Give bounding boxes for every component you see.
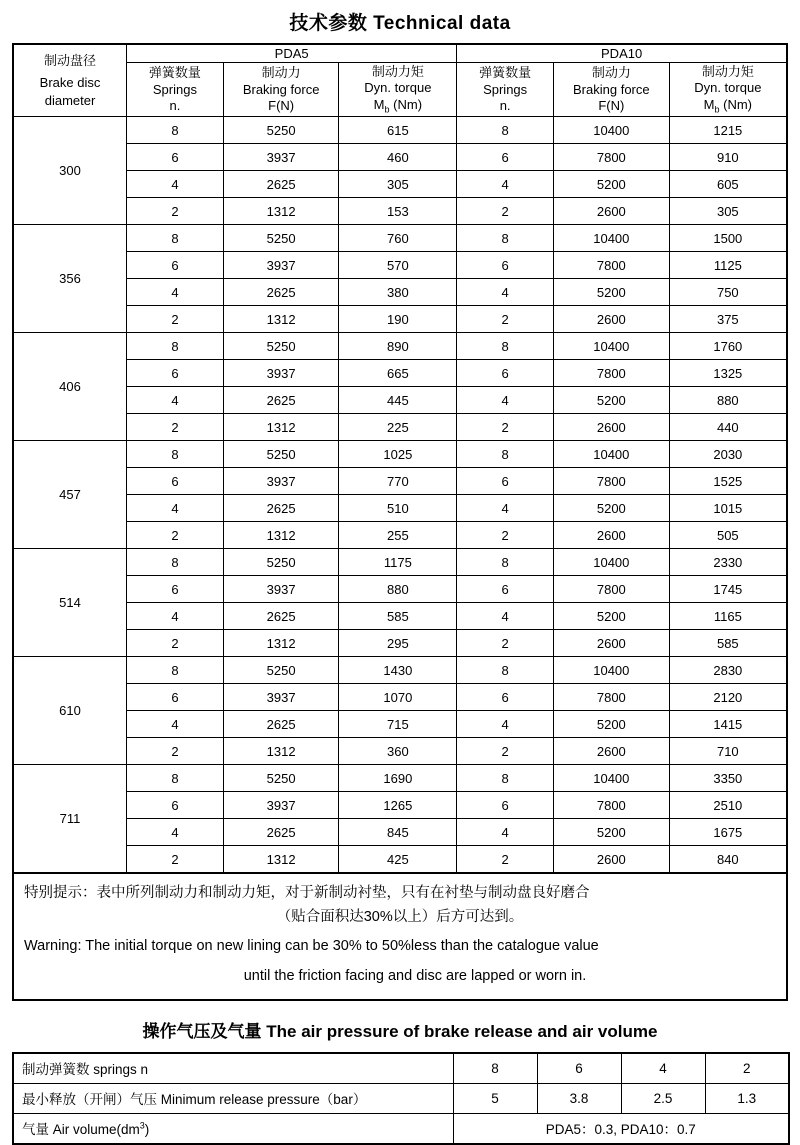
cell-force-pda10: 5200: [553, 819, 669, 846]
cell-force-pda5: 1312: [223, 306, 339, 333]
cell-torque-pda10: 1325: [669, 360, 787, 387]
cell-torque-pda10: 1745: [669, 576, 787, 603]
cell-torque-pda5: 1430: [339, 657, 457, 684]
diam-header-line-1: 制动盘径: [44, 52, 97, 68]
cell-springs-pda10: 6: [457, 576, 554, 603]
cell-springs-pda5: 4: [127, 279, 224, 306]
page-title: 技术参数 Technical data: [289, 13, 511, 34]
cell-springs-pda10: 4: [457, 603, 554, 630]
subheader-line-cn: 制动力矩: [371, 64, 424, 79]
subheader-line-unit: F(N): [268, 97, 295, 113]
cell-pressure-6: 3.8: [537, 1083, 621, 1113]
cell-force-pda10: 10400: [553, 441, 669, 468]
cell-torque-pda5: 585: [339, 603, 457, 630]
subheader-dyn-torque-pda10: [669, 63, 787, 117]
table-row: [13, 387, 787, 414]
cell-springs-pda10: 2: [457, 846, 554, 874]
cell-springs-pda10: 4: [457, 711, 554, 738]
cell-force-pda5: 1312: [223, 198, 339, 225]
table-row: [13, 171, 787, 198]
cell-force-pda5: 5250: [223, 549, 339, 576]
cell-force-pda5: 3937: [223, 144, 339, 171]
cell-torque-pda5: 295: [339, 630, 457, 657]
cell-springs-pda10: 4: [457, 495, 554, 522]
subheader-springs-pda5: [127, 63, 224, 117]
table-row: [13, 117, 787, 144]
subheader-line-en: Braking force: [573, 81, 650, 97]
cell-force-pda10: 10400: [553, 333, 669, 360]
table-row: [13, 252, 787, 279]
cell-springs-pda5: 6: [127, 360, 224, 387]
cell-torque-pda5: 615: [339, 117, 457, 144]
cell-torque-pda5: 255: [339, 522, 457, 549]
cell-torque-pda5: 1265: [339, 792, 457, 819]
cell-force-pda10: 7800: [553, 576, 669, 603]
subheader-line-cn: 制动力: [591, 65, 631, 81]
cell-springs-pda10: 2: [457, 630, 554, 657]
group-header-pda5: PDA5: [127, 44, 457, 63]
cell-springs-pda10: 6: [457, 792, 554, 819]
technical-data-table: [12, 43, 788, 874]
cell-force-pda10: 5200: [553, 711, 669, 738]
cell-force-pda5: 3937: [223, 684, 339, 711]
brake-disc-diameter-header: [13, 44, 127, 117]
cell-torque-pda10: 1215: [669, 117, 787, 144]
cell-springs-pda5: 4: [127, 387, 224, 414]
cell-torque-pda10: 3350: [669, 765, 787, 792]
warning-cn-line-1: 特别提示：表中所列制动力和制动力矩，对于新制动衬垫，只有在衬垫与制动盘良好磨合: [24, 885, 590, 902]
subheader-line-cn: 弹簧数量: [148, 65, 201, 81]
table-row: [13, 495, 787, 522]
cell-torque-pda5: 845: [339, 819, 457, 846]
cell-force-pda10: 10400: [553, 657, 669, 684]
cell-force-pda5: 5250: [223, 657, 339, 684]
subheader-springs-pda10: [457, 63, 554, 117]
cell-springs-pda10: 6: [457, 684, 554, 711]
cell-force-pda5: 1312: [223, 522, 339, 549]
table-row: [13, 711, 787, 738]
cell-torque-pda10: 1760: [669, 333, 787, 360]
table-row: [13, 738, 787, 765]
cell-force-pda5: 1312: [223, 414, 339, 441]
subheader-braking-force-pda5: [223, 63, 339, 117]
cell-force-pda5: 2625: [223, 495, 339, 522]
cell-springs-pda10: 2: [457, 198, 554, 225]
subheader-line-unit: F(N): [598, 97, 625, 113]
cell-force-pda10: 2600: [553, 738, 669, 765]
cell-springs-pda5: 2: [127, 522, 224, 549]
cell-force-pda10: 5200: [553, 279, 669, 306]
label-min-release-pressure: 最小释放（开闸）气压 Minimum release pressure（bar）: [13, 1083, 453, 1113]
cell-springs-pda10: 4: [457, 819, 554, 846]
cell-force-pda10: 2600: [553, 522, 669, 549]
table-row: [13, 603, 787, 630]
cell-springs-pda5: 2: [127, 738, 224, 765]
table-row: [13, 306, 787, 333]
cell-torque-pda10: 710: [669, 738, 787, 765]
cell-torque-pda5: 225: [339, 414, 457, 441]
cell-force-pda10: 2600: [553, 198, 669, 225]
table-row: [13, 846, 787, 874]
cell-springs-pda5: 4: [127, 171, 224, 198]
cell-force-pda5: 3937: [223, 360, 339, 387]
table-row: [13, 225, 787, 252]
cell-force-pda10: 7800: [553, 468, 669, 495]
cell-springs-pda5: 6: [127, 792, 224, 819]
air-pressure-table: [12, 1052, 790, 1145]
cell-springs-4: 4: [621, 1053, 705, 1084]
cell-torque-pda5: 190: [339, 306, 457, 333]
cell-torque-pda10: 1125: [669, 252, 787, 279]
cell-force-pda5: 2625: [223, 819, 339, 846]
cell-springs-pda5: 8: [127, 117, 224, 144]
label-springs-count: 制动弹簧数 springs n: [13, 1053, 453, 1084]
cell-springs-pda5: 2: [127, 198, 224, 225]
cell-torque-pda5: 380: [339, 279, 457, 306]
cell-springs-pda10: 8: [457, 765, 554, 792]
cell-torque-pda5: 445: [339, 387, 457, 414]
cell-force-pda10: 7800: [553, 684, 669, 711]
cell-force-pda10: 2600: [553, 630, 669, 657]
cell-pressure-8: 5: [453, 1083, 537, 1113]
cell-force-pda10: 10400: [553, 765, 669, 792]
subheader-line-cn: 制动力: [261, 65, 301, 81]
cell-springs-2: 2: [705, 1053, 789, 1084]
table-row: [13, 522, 787, 549]
diameter-cell: 356: [13, 225, 127, 333]
cell-force-pda10: 5200: [553, 387, 669, 414]
subheader-line-en: Dyn. torque: [364, 80, 432, 96]
cell-springs-8: 8: [453, 1053, 537, 1084]
table-row: [13, 279, 787, 306]
cell-springs-pda10: 6: [457, 360, 554, 387]
cell-torque-pda10: 375: [669, 306, 787, 333]
diam-header-line-3: diameter: [44, 92, 96, 108]
cell-torque-pda5: 460: [339, 144, 457, 171]
table-row: [13, 630, 787, 657]
cell-torque-pda10: 880: [669, 387, 787, 414]
cell-springs-pda5: 6: [127, 144, 224, 171]
cell-torque-pda10: 1015: [669, 495, 787, 522]
cell-torque-pda10: 1675: [669, 819, 787, 846]
cell-springs-pda5: 8: [127, 549, 224, 576]
table-header-groups: [13, 44, 787, 63]
cell-force-pda5: 3937: [223, 252, 339, 279]
cell-air-volume-values: PDA5：0.3, PDA10：0.7: [453, 1113, 789, 1144]
table-header-subs: [13, 63, 787, 117]
cell-force-pda5: 2625: [223, 171, 339, 198]
subheader-dyn-torque-pda5: [339, 63, 457, 117]
cell-torque-pda5: 760: [339, 225, 457, 252]
cell-springs-pda10: 2: [457, 738, 554, 765]
warning-en-line-1: Warning: The initial torque on new lining can be 30% to 50%less than the catalogue value: [24, 937, 599, 954]
cell-pressure-4: 2.5: [621, 1083, 705, 1113]
cell-torque-pda10: 585: [669, 630, 787, 657]
cell-torque-pda10: 2330: [669, 549, 787, 576]
cell-torque-pda5: 360: [339, 738, 457, 765]
cell-springs-pda5: 6: [127, 252, 224, 279]
table-row: [13, 792, 787, 819]
cell-torque-pda5: 1070: [339, 684, 457, 711]
subheader-line-en: Braking force: [242, 81, 320, 97]
cell-force-pda5: 5250: [223, 441, 339, 468]
table-row: [13, 414, 787, 441]
subheader-line-en: Dyn. torque: [694, 80, 762, 96]
label-air-volume: 气量 Air $volume(dm^3)$: [13, 1113, 453, 1144]
cell-force-pda5: 2625: [223, 279, 339, 306]
cell-force-pda5: 3937: [223, 792, 339, 819]
group-header-pda10: PDA10: [457, 44, 787, 63]
diam-header-line-2: Brake disc: [39, 75, 101, 91]
subheader-line-unit: n.: [169, 97, 181, 113]
cell-torque-pda10: 1525: [669, 468, 787, 495]
cell-force-pda10: 10400: [553, 549, 669, 576]
cell-torque-pda10: 750: [669, 279, 787, 306]
subheader-line-unit: $M_b$ (Nm): [703, 96, 752, 115]
table-row: [13, 657, 787, 684]
cell-force-pda5: 2625: [223, 387, 339, 414]
cell-springs-pda5: 4: [127, 495, 224, 522]
diameter-cell: 514: [13, 549, 127, 657]
cell-torque-pda10: 305: [669, 198, 787, 225]
cell-torque-pda10: 1500: [669, 225, 787, 252]
cell-torque-pda5: 425: [339, 846, 457, 874]
cell-torque-pda5: 880: [339, 576, 457, 603]
cell-springs-pda10: 8: [457, 657, 554, 684]
cell-force-pda5: 1312: [223, 630, 339, 657]
table-row: [13, 441, 787, 468]
cell-torque-pda10: 840: [669, 846, 787, 874]
cell-springs-pda10: 4: [457, 279, 554, 306]
cell-springs-pda10: 8: [457, 225, 554, 252]
cell-springs-pda10: 8: [457, 117, 554, 144]
table-row: [13, 549, 787, 576]
cell-springs-pda5: 8: [127, 225, 224, 252]
cell-force-pda5: 2625: [223, 603, 339, 630]
cell-force-pda10: 7800: [553, 792, 669, 819]
cell-springs-pda10: 2: [457, 522, 554, 549]
cell-springs-pda5: 2: [127, 846, 224, 874]
air-pressure-section-title: 操作气压及气量 The air pressure of brake release and air volume: [142, 1021, 658, 1041]
cell-torque-pda5: 153: [339, 198, 457, 225]
table-row: [13, 1053, 789, 1084]
cell-springs-pda5: 8: [127, 765, 224, 792]
table-row: [13, 576, 787, 603]
cell-force-pda5: 3937: [223, 468, 339, 495]
cell-force-pda10: 2600: [553, 414, 669, 441]
cell-springs-pda5: 4: [127, 603, 224, 630]
cell-force-pda10: 10400: [553, 225, 669, 252]
cell-springs-pda10: 4: [457, 387, 554, 414]
cell-springs-pda5: 2: [127, 414, 224, 441]
cell-springs-pda5: 6: [127, 468, 224, 495]
cell-force-pda5: 2625: [223, 711, 339, 738]
diameter-cell: 610: [13, 657, 127, 765]
warning-en-line-2: until the friction facing and disc are lapped or worn in.: [243, 967, 587, 984]
cell-springs-pda5: 6: [127, 684, 224, 711]
cell-springs-pda10: 6: [457, 144, 554, 171]
cell-springs-pda10: 8: [457, 549, 554, 576]
cell-force-pda5: 5250: [223, 765, 339, 792]
cell-torque-pda5: 1690: [339, 765, 457, 792]
cell-springs-pda10: 2: [457, 306, 554, 333]
cell-force-pda10: 5200: [553, 171, 669, 198]
subheader-line-en: Springs: [152, 81, 197, 97]
cell-torque-pda10: 910: [669, 144, 787, 171]
table-row: [13, 765, 787, 792]
cell-force-pda10: 5200: [553, 603, 669, 630]
subheader-line-unit: $M_b$ (Nm): [373, 96, 423, 115]
cell-springs-pda10: 8: [457, 333, 554, 360]
cell-force-pda5: 1312: [223, 846, 339, 874]
cell-springs-pda5: 4: [127, 819, 224, 846]
cell-force-pda5: 5250: [223, 117, 339, 144]
cell-springs-pda5: 2: [127, 306, 224, 333]
cell-force-pda10: 7800: [553, 144, 669, 171]
subheader-line-cn: 弹簧数量: [479, 65, 532, 81]
cell-torque-pda5: 890: [339, 333, 457, 360]
cell-torque-pda10: 1165: [669, 603, 787, 630]
cell-springs-pda5: 4: [127, 711, 224, 738]
cell-torque-pda10: 2830: [669, 657, 787, 684]
cell-torque-pda5: 305: [339, 171, 457, 198]
warning-cn-line-2: （贴合面积达30%以上）后方可达到。: [276, 908, 524, 925]
cell-springs-pda5: 2: [127, 630, 224, 657]
cell-springs-pda5: 6: [127, 576, 224, 603]
cell-springs-pda10: 2: [457, 414, 554, 441]
diameter-cell: 711: [13, 765, 127, 874]
cell-torque-pda10: 2510: [669, 792, 787, 819]
cell-torque-pda10: 2030: [669, 441, 787, 468]
cell-springs-pda10: 8: [457, 441, 554, 468]
cell-force-pda10: 2600: [553, 306, 669, 333]
subheader-line-cn: 制动力矩: [701, 64, 754, 79]
cell-torque-pda10: 1415: [669, 711, 787, 738]
diameter-cell: 300: [13, 117, 127, 225]
cell-force-pda10: 7800: [553, 360, 669, 387]
cell-torque-pda5: 510: [339, 495, 457, 522]
cell-torque-pda5: 715: [339, 711, 457, 738]
cell-torque-pda5: 1175: [339, 549, 457, 576]
cell-force-pda10: 2600: [553, 846, 669, 874]
cell-torque-pda10: 440: [669, 414, 787, 441]
cell-torque-pda5: 570: [339, 252, 457, 279]
cell-torque-pda10: 2120: [669, 684, 787, 711]
subheader-braking-force-pda10: [553, 63, 669, 117]
cell-torque-pda10: 505: [669, 522, 787, 549]
diameter-cell: 457: [13, 441, 127, 549]
table-row: [13, 360, 787, 387]
cell-force-pda5: 1312: [223, 738, 339, 765]
cell-springs-pda10: 4: [457, 171, 554, 198]
cell-force-pda5: 3937: [223, 576, 339, 603]
cell-torque-pda5: 665: [339, 360, 457, 387]
subheader-line-unit: n.: [499, 97, 511, 113]
cell-springs-pda5: 8: [127, 657, 224, 684]
table-row: [13, 1083, 789, 1113]
subheader-line-en: Springs: [483, 81, 528, 97]
cell-force-pda5: 5250: [223, 225, 339, 252]
cell-force-pda10: 10400: [553, 117, 669, 144]
table-row: [13, 198, 787, 225]
cell-torque-pda5: 1025: [339, 441, 457, 468]
cell-force-pda10: 7800: [553, 252, 669, 279]
cell-springs-pda5: 8: [127, 441, 224, 468]
cell-springs-pda10: 6: [457, 252, 554, 279]
table-row: [13, 144, 787, 171]
cell-springs-pda10: 6: [457, 468, 554, 495]
cell-torque-pda10: 605: [669, 171, 787, 198]
table-row: [13, 684, 787, 711]
warning-note: [12, 874, 788, 1000]
diameter-cell: 406: [13, 333, 127, 441]
cell-pressure-2: 1.3: [705, 1083, 789, 1113]
table-row: [13, 333, 787, 360]
table-row: [13, 819, 787, 846]
cell-force-pda5: 5250: [223, 333, 339, 360]
cell-springs-pda5: 8: [127, 333, 224, 360]
cell-torque-pda5: 770: [339, 468, 457, 495]
cell-force-pda10: 5200: [553, 495, 669, 522]
cell-springs-6: 6: [537, 1053, 621, 1084]
table-row: [13, 468, 787, 495]
table-row: [13, 1113, 789, 1144]
